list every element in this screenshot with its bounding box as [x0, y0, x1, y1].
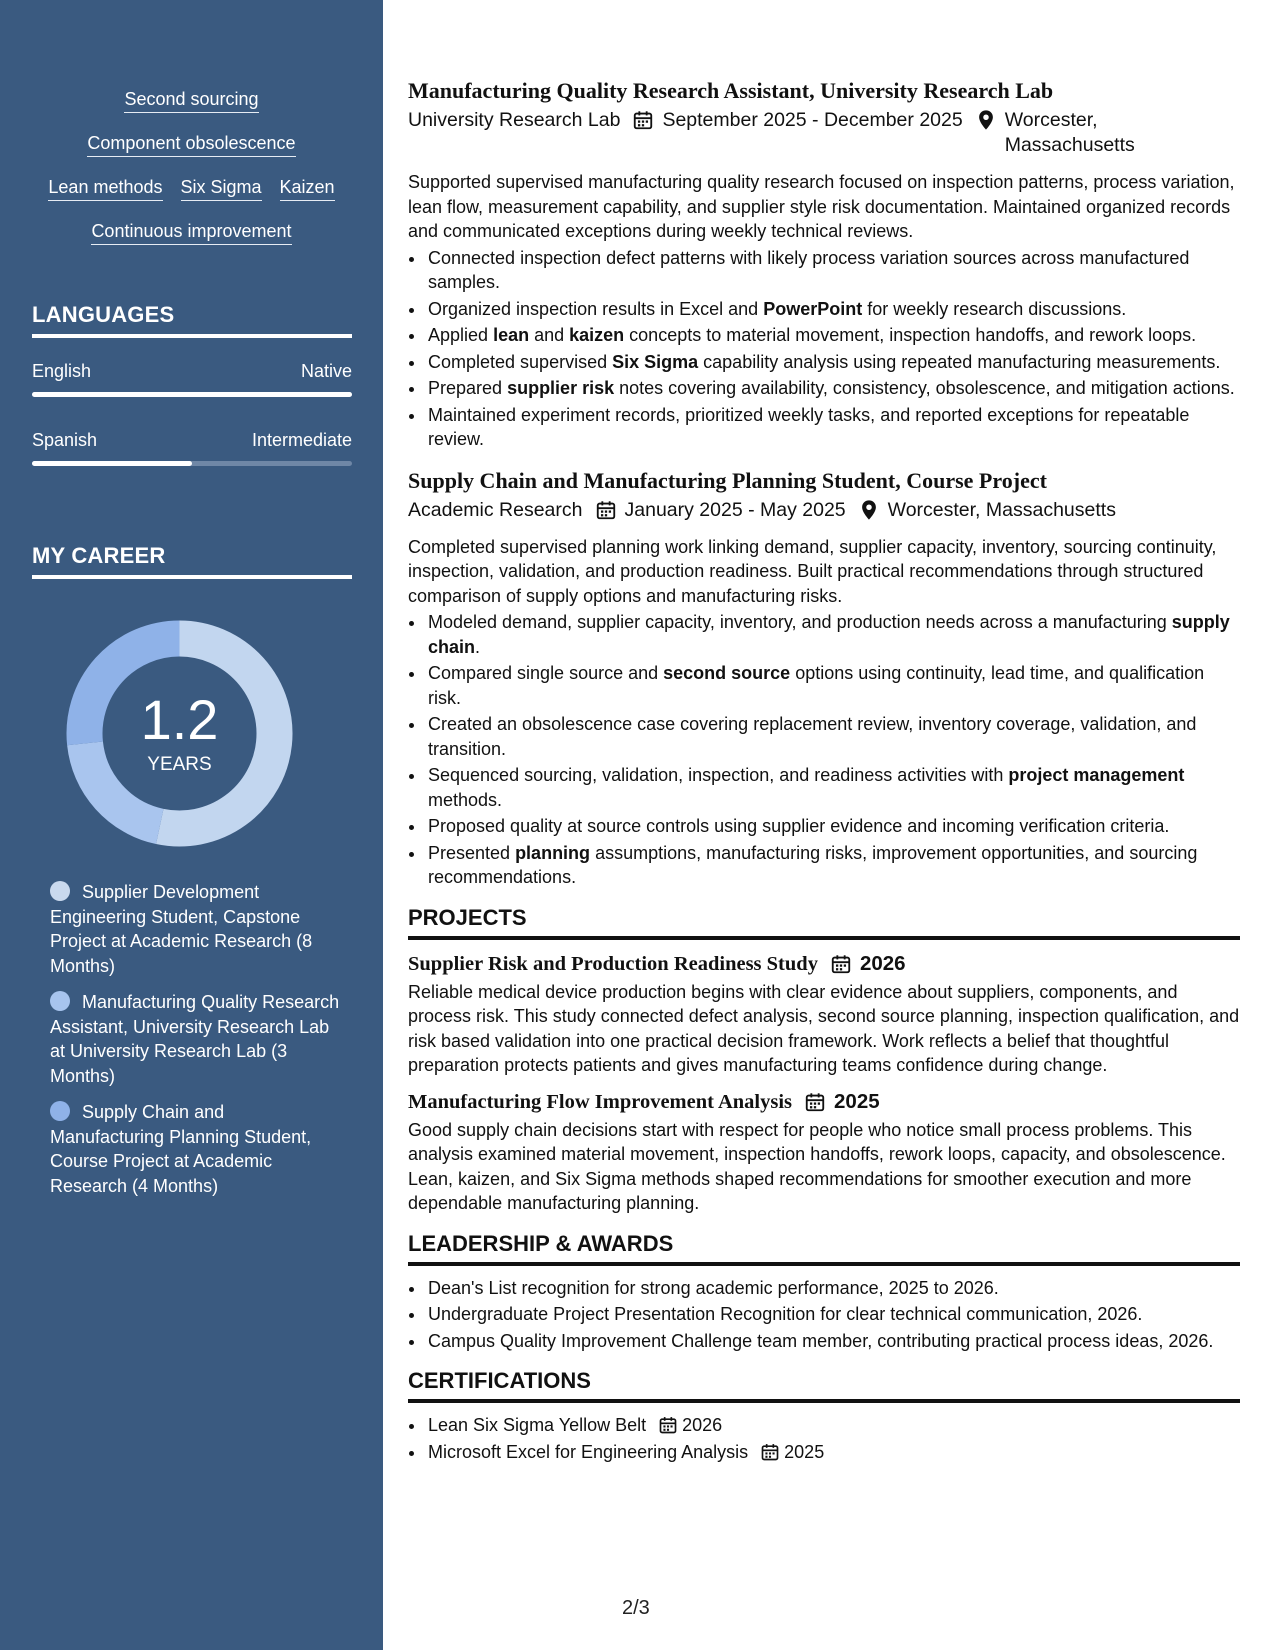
bullet-text: Presented: [428, 842, 516, 863]
language-bar-fill: [32, 461, 192, 466]
skill-tag[interactable]: Lean methods: [48, 176, 162, 201]
career-dot-icon: [50, 991, 70, 1011]
bullet-item: [426, 403, 1240, 452]
job-organization: University Research Lab: [408, 109, 621, 131]
bullet-keyword: Six Sigma: [612, 351, 699, 372]
job-title: Manufacturing Quality Research Assistant, University Research Lab: [408, 78, 1054, 103]
map-pin-icon: [858, 499, 880, 521]
job-bullets: [426, 246, 1240, 452]
bullet-text: Proposed quality at source controls using supplier evidence and incoming verification criteria.: [428, 816, 1170, 836]
bullet-text: .: [475, 636, 481, 657]
career-dot-icon: [50, 1101, 70, 1121]
bullet-text: and: [529, 325, 570, 345]
bullet-text: Maintained experiment records, prioritized weekly tasks, and reported exceptions for repeatable review.: [428, 404, 1190, 449]
bullet-item: [426, 763, 1240, 812]
bullet-text: Completed supervised: [428, 351, 613, 372]
project-title: [408, 1088, 1240, 1116]
calendar-icon: [632, 109, 654, 131]
career-years-unit: YEARS: [147, 754, 212, 775]
career-dot-icon: [50, 881, 70, 901]
award-item: • Campus Quality Improvement Challenge team member, contributing practical process ideas, 2026.: [426, 1329, 1240, 1354]
bullet-keyword: lean: [493, 325, 530, 345]
skill-row: [0, 220, 383, 245]
bullet-text: notes covering availability, consistency, obsolescence, and mitigation actions.: [614, 378, 1235, 398]
skill-tag[interactable]: Component obsolescence: [87, 132, 295, 157]
language-bar: [32, 461, 352, 466]
bullet-item: [426, 323, 1240, 348]
skill-row: [0, 88, 383, 113]
certification-line: [428, 1413, 722, 1438]
certification-line: [428, 1440, 824, 1465]
career-item-text: Supply Chain and Manufacturing Planning Student, Course Project at Academic Research (4 Months): [50, 1102, 312, 1196]
bullet-keyword: second source: [663, 663, 791, 683]
bullet-item: [426, 841, 1240, 890]
experience-section: [408, 76, 1240, 890]
project-entry: [408, 950, 1240, 1078]
career-item: [50, 880, 340, 978]
sidebar: [0, 0, 383, 1650]
bullet-item: [426, 350, 1240, 375]
job-meta: [408, 108, 1240, 158]
project-name: Manufacturing Flow Improvement Analysis: [408, 1090, 793, 1113]
language-english: [32, 360, 352, 397]
language-bar-fill: [32, 392, 352, 397]
calendar-icon: [760, 1442, 780, 1462]
skill-tag[interactable]: Six Sigma: [181, 176, 262, 201]
career-heading: MY CAREER: [32, 543, 352, 579]
bullet-text: Prepared: [428, 378, 508, 398]
language-spanish: [32, 429, 352, 466]
project-description: Reliable medical device production begins with clear evidence about suppliers, components, and process risk. This study connected defect analysis, second source planning, inspection qualification, and risk based validation into one practical decision framework. Work reflects a belief that thoughtful preparation protects patients and gives manufacturing teams confidence during change.: [408, 981, 1240, 1075]
page-number: 2/3: [622, 1597, 650, 1619]
job-summary: Supported supervised manufacturing quality research focused on inspection patterns, process variation, lean flow, measurement capability, and supplier style risk documentation. Maintained organized records and communicated exceptions during weekly technical reviews.: [408, 172, 1235, 241]
career-item: [50, 990, 340, 1088]
leadership-list: [426, 1276, 1240, 1354]
skill-row: [0, 176, 383, 201]
calendar-icon: [804, 1091, 826, 1113]
bullet-text: Sequenced sourcing, validation, inspection, and readiness activities with: [428, 765, 1009, 785]
job-title: Supply Chain and Manufacturing Planning Student, Course Project: [408, 467, 1047, 493]
leadership-heading: LEADERSHIP & AWARDS: [408, 1230, 1240, 1266]
award-item: • Undergraduate Project Presentation Recognition for clear technical communication, 2026.: [426, 1302, 1240, 1327]
map-pin-icon: [975, 109, 997, 131]
language-bar: [32, 392, 352, 397]
skills-list: [0, 88, 383, 264]
job-summary: Completed supervised planning work linking demand, supplier capacity, inventory, sourcing continuity, inspection, validation, and production readiness. Built practical recommendations through structured comparison of supply options and manufacturing risks.: [408, 536, 1217, 606]
job-location: Worcester, Massachusetts: [1004, 109, 1135, 156]
language-level: Native: [300, 361, 352, 381]
bullet-item: [426, 376, 1240, 401]
language-level: Intermediate: [251, 430, 352, 450]
bullet-keyword: project management: [1008, 765, 1185, 785]
bullet-text: options using continuity, lead time, and qualification risk.: [428, 663, 1205, 708]
skill-tag[interactable]: Continuous improvement: [91, 220, 291, 245]
projects-list: [408, 950, 1240, 1216]
project-name: Supplier Risk and Production Readiness Study: [408, 952, 818, 975]
projects-heading: PROJECTS: [408, 904, 1240, 940]
bullet-text: Organized inspection results in Excel and: [428, 298, 764, 319]
job-organization: Academic Research: [408, 498, 583, 521]
language-name: Spanish: [32, 430, 98, 450]
certifications-list: [426, 1413, 1240, 1464]
career-years-value: 1.2: [140, 688, 219, 751]
career-item-text: Manufacturing Quality Research Assistant, University Research Lab at University Research Lab (3 Months): [50, 992, 340, 1086]
certification-name: • Microsoft Excel for Engineering Analysis: [428, 1441, 749, 1462]
job-location: Worcester, Massachusetts: [887, 498, 1116, 521]
languages-heading: LANGUAGES: [32, 302, 352, 338]
experience-entry: [408, 466, 1240, 890]
main-content: [408, 76, 1240, 1466]
bullet-text: concepts to material movement, inspection handoffs, and rework loops.: [624, 325, 1197, 345]
project-year: 2026: [859, 951, 906, 975]
certification-item: [426, 1440, 1240, 1465]
skill-tag[interactable]: Second sourcing: [124, 88, 258, 113]
bullet-item: [426, 814, 1240, 839]
job-dates: January 2025 - May 2025: [624, 498, 846, 521]
calendar-icon: [658, 1415, 678, 1435]
bullet-item: [426, 712, 1240, 761]
calendar-icon: [830, 953, 852, 975]
language-name: English: [32, 361, 92, 381]
bullet-text: for weekly research discussions.: [862, 298, 1127, 319]
career-item-text: Supplier Development Engineering Student, Capstone Project at Academic Research (8 Months): [50, 882, 313, 976]
skill-row: [0, 132, 383, 157]
bullet-text: Connected inspection defect patterns with likely process variation sources across manufactured samples.: [428, 247, 1190, 292]
career-item: [50, 1100, 340, 1198]
bullet-text: capability analysis using repeated manufacturing measurements.: [698, 351, 1221, 372]
award-item: • Dean's List recognition for strong academic performance, 2025 to 2026.: [426, 1276, 1240, 1301]
project-entry: [408, 1088, 1240, 1216]
bullet-keyword: supplier risk: [507, 378, 615, 398]
skill-tag[interactable]: Kaizen: [280, 176, 335, 201]
job-bullets: [426, 610, 1240, 890]
experience-entry: [408, 76, 1240, 452]
project-description: Good supply chain decisions start with respect for people who notice small process problems. This analysis examined material movement, inspection handoffs, rework loops, capacity, and obsolescence. Lean, kaizen, and Six Sigma methods shaped recommendations for smoother execution and more dependable manufacturing planning.: [408, 1119, 1226, 1213]
project-year: 2025: [834, 1089, 880, 1113]
job-meta: [408, 498, 1240, 523]
bullet-text: Created an obsolescence case covering replacement review, inventory coverage, validation, and transition.: [428, 714, 1197, 759]
bullet-item: [426, 246, 1240, 295]
bullet-keyword: supply chain: [428, 612, 1230, 657]
calendar-icon: [595, 499, 617, 521]
certification-item: [426, 1413, 1240, 1438]
bullet-text: methods.: [428, 789, 503, 810]
bullet-item: [426, 661, 1240, 710]
bullet-text: assumptions, manufacturing risks, improvement opportunities, and sourcing recommendations.: [428, 842, 1198, 887]
bullet-text: Compared single source and: [428, 663, 664, 683]
career-list: [50, 880, 340, 1210]
bullet-keyword: planning: [515, 842, 591, 863]
certification-year: 2026: [682, 1415, 723, 1435]
bullet-item: [426, 610, 1240, 659]
certification-year: 2025: [784, 1441, 825, 1462]
bullet-keyword: kaizen: [569, 325, 625, 345]
bullet-item: [426, 297, 1240, 322]
bullet-text: Applied: [428, 325, 494, 345]
certification-name: • Lean Six Sigma Yellow Belt: [428, 1415, 647, 1435]
project-title: [408, 950, 1240, 978]
job-dates: September 2025 - December 2025: [662, 109, 963, 131]
bullet-keyword: PowerPoint: [763, 298, 863, 319]
bullet-text: Modeled demand, supplier capacity, inventory, and production needs across a manufacturing: [428, 612, 1172, 632]
certifications-heading: CERTIFICATIONS: [408, 1367, 1240, 1403]
